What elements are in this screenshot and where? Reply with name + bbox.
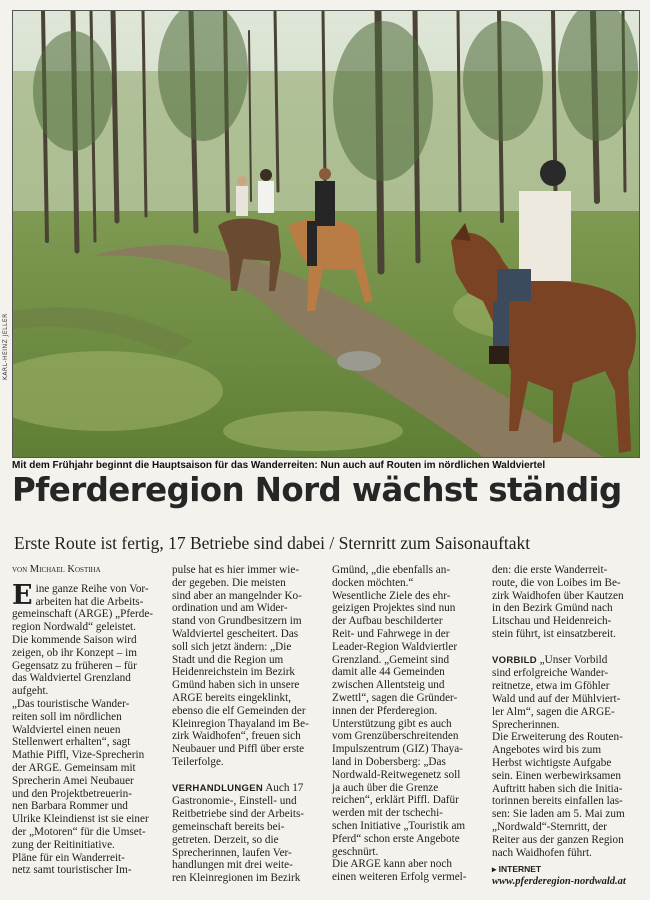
text-line: Pläne für ein Wanderreit- (12, 851, 125, 864)
text-line: ren Kleinregionen im Bezirk (172, 872, 301, 885)
text-line: „Das touristische Wander- (12, 697, 130, 710)
text-line: arbeiten hat die Arbeits- (35, 595, 144, 608)
text-line: Auftritt haben sich die Initia- (492, 782, 623, 795)
text-line: innen der Pferderegion. (332, 704, 438, 717)
text-line: geschnürt. (332, 845, 379, 858)
kicker-vorbild-text: „Unser Vorbild (539, 653, 608, 666)
article-column-1 (12, 564, 158, 877)
text-line: der „Motoren“ für die Umset- (12, 825, 146, 838)
text-line: Sprecherinnen. (492, 718, 560, 731)
text-line: der Aufbau beschilderter (332, 615, 443, 628)
text-line: aufgeht. (12, 685, 49, 698)
text-line: pulse hat es hier immer wie- (172, 564, 300, 576)
column-2-text-b (172, 795, 318, 885)
text-line: gemeinschaft (ARGE) „Pferde- (12, 608, 154, 621)
article-column-3 (332, 564, 478, 884)
text-line: handlungen mit drei weite- (172, 859, 293, 872)
text-line: der ARGE. Gemeinsam mit (12, 761, 136, 774)
text-line: Herbst wichtigste Aufgabe (492, 756, 612, 769)
text-line: Nordwald-Reitwegenetz soll (332, 768, 461, 781)
text-line: zung der Reitinitiative. (12, 838, 115, 851)
text-line: Wesentliche Ziele des ehr- (332, 589, 451, 602)
text-line: sind aber an mangelnder Ko- (172, 589, 302, 602)
text-line: geizigen Projektes sind nun (332, 602, 456, 615)
photo-credit: KARL-HEINZ JELLER (2, 313, 9, 380)
text-line: Waldviertel einen neuen (12, 723, 121, 736)
text-line: zirk Waidhofen“, freuen sich (172, 730, 301, 743)
text-line: Wald und auf der Mühlviert- (492, 692, 621, 705)
text-line: zeigen, ob ihr Konzept – im (12, 646, 137, 659)
text-line: Kleinregion Thayaland im Be- (172, 717, 309, 730)
text-line: torinnen bereits einfallen las- (492, 795, 623, 808)
text-line: der gegeben. Die meisten (172, 576, 286, 589)
text-line: ordination und am Wider- (172, 602, 288, 615)
text-line: Gmünd haben sich in unsere (172, 679, 300, 692)
text-line: Ulrike Kleindienst ist sie einer (12, 813, 149, 826)
text-line: Unterstützung gibt es auch (332, 717, 452, 730)
kicker-verhandlungen-text: Auch 17 (265, 781, 304, 794)
text-line: in den Bezirk Gmünd nach (492, 602, 613, 615)
text-line: nen Barbara Rommer und (12, 800, 128, 813)
text-line: „Nordwald“-Sternritt, der (492, 820, 607, 833)
text-line: Mathie Piffl, Vize-Sprecherin (12, 749, 145, 762)
text-line: zirk Waidhofen über Kautzen (492, 589, 624, 602)
text-line: ebenso die elf Gemeinden der (172, 704, 306, 717)
text-line: stein führt, ist einsatzbereit. (492, 627, 616, 640)
text-line: einen weiteren Erfolg vermel- (332, 871, 467, 884)
text-line: Reiter aus der ganzen Region (492, 833, 624, 846)
column-4-text-b (492, 667, 638, 859)
text-line: getreten. Derzeit, so die (172, 833, 279, 846)
text-line: Stellenwert erhalten“, sagt (12, 736, 131, 749)
text-line: Leader-Region Waldviertler (332, 640, 458, 653)
text-line: region Nordwald“ geleistet. (12, 621, 136, 634)
article-column-4 (492, 564, 638, 889)
text-line: gemeinschaft bereits bei- (172, 820, 285, 833)
text-line: das Waldviertel Grenzland (12, 672, 131, 685)
text-line: ine ganze Reihe von Vor- (35, 582, 149, 595)
text-line: soll sich jetzt ändern: „Die (172, 640, 292, 653)
text-line: Grenzland. „Gemeint sind (332, 653, 450, 666)
text-line: Heidenreichstein im Bezirk (172, 666, 296, 679)
headline: Pferderegion Nord wächst ständig (12, 471, 622, 509)
text-line: Reit- und Fahrwege in der (332, 627, 450, 640)
text-line: Sprecherinnen, laufen Ver- (172, 846, 292, 859)
text-line: Die Erweiterung des Routen- (492, 731, 623, 744)
text-line: Angebotes wird bis zum (492, 744, 602, 757)
article-photo (12, 10, 640, 458)
text-line: nach Waidhofen führt. (492, 846, 592, 859)
text-line: Teilerfolge. (172, 755, 224, 768)
article-url: www.pferderegion-nordwald.at (492, 876, 626, 888)
text-line: land in Dobersberg: „Das (332, 755, 446, 768)
kicker-vorbild: VORBILD (492, 654, 537, 666)
column-2-text-a (172, 564, 318, 769)
text-line: Litschau und Heidenreich- (492, 615, 612, 628)
text-line: sind erfolgreiche Wander- (492, 667, 609, 680)
article-column-2 (172, 564, 318, 885)
text-line: Gmünd, „die ebenfalls an- (332, 564, 451, 576)
text-line: route, die von Loibes im Be- (492, 576, 621, 589)
text-line: Stadt und die Region um (172, 653, 284, 666)
column-3-text (332, 564, 478, 884)
text-line: zwischen Allentsteig und (332, 679, 445, 692)
text-line: ler Alm“, sagen die ARGE- (492, 705, 615, 718)
photo-caption: Mit dem Frühjahr beginnt die Hauptsaison für das Wanderreiten: Nun auch auf Routen im nördlichen Waldviertel (12, 460, 546, 471)
text-line: Neubauer und Piffl über erste (172, 743, 305, 756)
text-line: netz samt touristischer Im- (12, 864, 132, 877)
text-line: Pferd“ schon erste Angebote (332, 832, 460, 845)
text-line: Sprecherin Amei Neubauer (12, 774, 134, 787)
text-line: Die ARGE kann aber noch (332, 858, 452, 871)
text-line: ARGE bereits eingeklinkt, (172, 691, 291, 704)
drop-cap: E (12, 579, 33, 611)
text-line: vom Grenzüberschreitenden (332, 730, 459, 743)
text-line: stand von Grundbesitzern im (172, 615, 302, 628)
text-line: Gegensatz zu früheren – für (12, 659, 137, 672)
text-line: Impulszentrum (GIZ) Thaya- (332, 743, 463, 756)
text-line: Gastronomie-, Einstell- und (172, 795, 297, 808)
text-line: reiten soll im nördlichen (12, 710, 122, 723)
text-line: Die kommende Saison wird (12, 633, 137, 646)
column-4-text-a (492, 564, 638, 641)
kicker-verhandlungen: VERHANDLUNGEN (172, 782, 263, 794)
text-line: Zwettl“, sagen die Gründer- (332, 691, 458, 704)
subheadline: Erste Route ist fertig, 17 Betriebe sind dabei / Sternritt zum Saisonauftakt (14, 533, 531, 553)
text-line: damit alle 44 Gemeinden (332, 666, 445, 679)
text-line: schen Initiative „Touristik am (332, 819, 466, 832)
column-1-text (12, 579, 158, 877)
text-line: den: die erste Wanderreit- (492, 564, 608, 576)
text-line: werden mit der tschechi- (332, 807, 443, 820)
text-line: Waldviertel gescheitert. Das (172, 627, 299, 640)
text-line: reichen“, erklärt Piffl. Dafür (332, 794, 459, 807)
text-line: sein. Einen werbewirksamen (492, 769, 621, 782)
byline: von Michael Kostiha (12, 564, 101, 575)
internet-label: ▸ INTERNET (492, 864, 542, 875)
text-line: docken möchten.“ (332, 576, 414, 589)
text-line: ja auch über die Grenze (332, 781, 439, 794)
text-line: und den Projektbetreuerin- (12, 787, 132, 800)
text-line: Reitbetriebe sind der Arbeits- (172, 808, 305, 821)
text-line: reitnetze, etwa im Gföhler (492, 680, 610, 693)
text-line: sen: Sie laden am 5. Mai zum (492, 808, 625, 821)
